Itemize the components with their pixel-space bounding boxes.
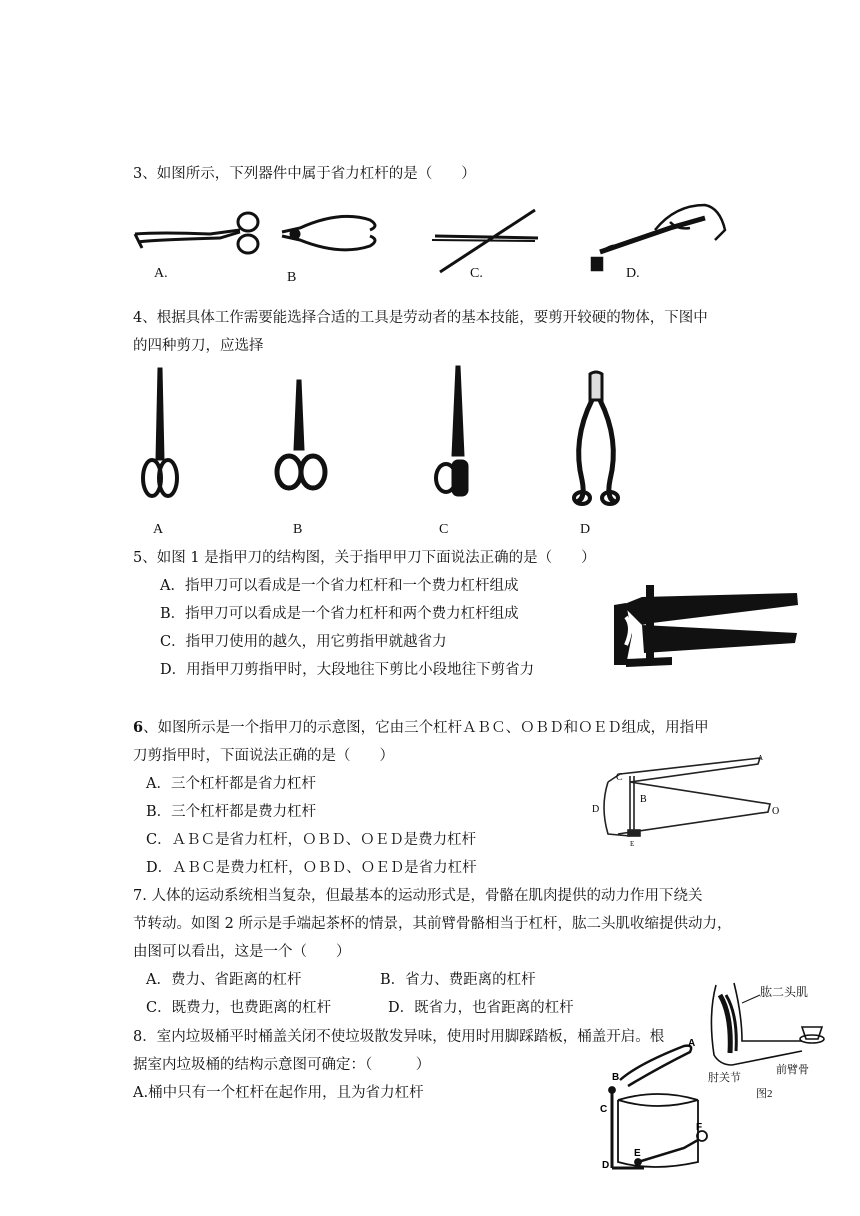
q6-number: 6	[133, 719, 144, 736]
q6-clipper-diagram	[590, 752, 780, 847]
q3-label-d: D.	[626, 266, 640, 281]
q3-label-b: B	[287, 270, 297, 285]
q7-option-b: B．省力、费距离的杠杆	[380, 972, 536, 988]
q4-label-c: C	[439, 522, 449, 537]
q6-stem-line1	[133, 718, 709, 738]
q6-option-a: A．三个杠杆都是省力杠杆	[146, 776, 316, 792]
q4-label-d: D	[580, 522, 591, 537]
trashcan-diagram	[598, 1030, 718, 1176]
scissors-d-icon	[574, 372, 618, 504]
q3-tools-illustration	[130, 200, 740, 290]
q5-option-a: A．指甲刀可以看成是一个省力杠杆和一个费力杠杆组成	[160, 578, 519, 594]
q7-label-joint: 肘关节	[708, 1072, 741, 1084]
q7-label-bone: 前臂骨	[776, 1064, 809, 1076]
q7-option-d: D．既省力，也省距离的杠杆	[388, 1000, 574, 1016]
nail-clipper-icon	[612, 575, 802, 670]
q4-label-a: A	[153, 522, 164, 537]
q6-fig-label-a: A	[758, 754, 764, 762]
chopsticks-icon	[432, 210, 538, 272]
scissors-b-icon	[277, 380, 325, 488]
q4-label-b: B	[293, 522, 303, 537]
clipper-lever-diagram	[590, 752, 780, 847]
q6-fig-label-e: E	[630, 840, 635, 848]
q6-stem-text: 、如图所示是一个指甲刀的示意图，它由三个杠杆ＡＢＣ、ＯＢＤ和ＯＥＤ组成，用指甲	[143, 720, 709, 736]
q7-arm-figure	[702, 975, 842, 1105]
q8-option-a: A.桶中只有一个杠杆在起作用，且为省力杠杆	[133, 1085, 424, 1101]
q6-stem-line2: 刀剪指甲时，下面说法正确的是（ ）	[133, 748, 394, 764]
q5-stem: 5、如图 1 是指甲刀的结构图，关于指甲甲刀下面说法正确的是（ ）	[133, 550, 596, 566]
scissors-a-icon	[143, 368, 177, 496]
q6-option-c: C．ＡＢＣ是省力杠杆，ＯＢＤ、ＯＥＤ是费力杠杆	[146, 832, 477, 848]
q3-stem: 3、如图所示，下列器件中属于省力杠杆的是（ ）	[133, 166, 476, 182]
q7-line2: 节转动。如图 2 所示是手端起茶杯的情景，其前臂骨骼相当于杠杆，肱二头肌收缩提供动力，	[133, 916, 732, 932]
q5-option-d: D．用指甲刀剪指甲时，大段地往下剪比小段地往下剪省力	[160, 662, 535, 678]
q8-line1: 8．室内垃圾桶平时桶盖关闭不使垃圾散发异味，使用时用脚踩踏板，桶盖开启。根	[133, 1029, 665, 1045]
q8-trashcan-figure	[598, 1030, 718, 1176]
q5-option-c: C．指甲刀使用的越久，用它剪指甲就越省力	[160, 634, 447, 650]
q7-label-muscle: 肱二头肌	[760, 985, 809, 999]
q6-fig-label-b: B	[640, 794, 647, 805]
q8-fig-label-b: B	[612, 1072, 620, 1083]
q3-label-c: C.	[470, 266, 483, 281]
q7-label-caption: 图2	[756, 1088, 773, 1100]
scissors-c-icon	[436, 366, 468, 496]
q4-scissors-illustration	[130, 360, 630, 510]
q6-fig-label-c: C	[616, 772, 623, 783]
q6-option-b: B．三个杠杆都是费力杠杆	[146, 804, 317, 820]
q8-line2: 据室内垃圾桶的结构示意图可确定：（ ）	[133, 1057, 431, 1073]
q6-option-d: D．ＡＢＣ是费力杠杆，ＯＢＤ、ＯＥＤ是省力杠杆	[146, 860, 477, 876]
q7-option-a: A．费力、省距离的杠杆	[146, 972, 302, 988]
q6-fig-label-o: O	[772, 806, 780, 817]
q5-option-b: B．指甲刀可以看成是一个省力杠杆和两个费力杠杆组成	[160, 606, 519, 622]
q8-fig-label-c: C	[600, 1104, 608, 1115]
q8-fig-label-d: D	[602, 1160, 610, 1171]
forceps-icon	[135, 213, 258, 253]
hand-tool-icon	[592, 205, 725, 270]
q4-figures	[130, 360, 630, 545]
pincers-icon	[282, 216, 375, 249]
q8-fig-label-f: F	[696, 1122, 703, 1133]
q8-fig-label-a: A	[688, 1038, 696, 1049]
q8-fig-label-e: E	[634, 1148, 641, 1159]
q4-stem-line2: 的四种剪刀，应选择	[133, 338, 264, 354]
q7-line1: 7. 人体的运动系统相当复杂，但最基本的运动形式是，骨骼在肌肉提供的动力作用下绕关	[133, 888, 703, 904]
q7-line3: 由图可以看出，这是一个（ ）	[133, 944, 351, 960]
q4-stem-line1: 4、根据具体工作需要能选择合适的工具是劳动者的基本技能，要剪开较硬的物体，下图中	[133, 310, 708, 326]
q7-option-c: C．既费力，也费距离的杠杆	[146, 1000, 332, 1016]
q6-fig-label-d: D	[592, 804, 600, 815]
q3-label-a: A.	[154, 266, 168, 281]
q5-nail-clipper-figure	[612, 575, 802, 670]
q3-figures	[130, 200, 740, 290]
